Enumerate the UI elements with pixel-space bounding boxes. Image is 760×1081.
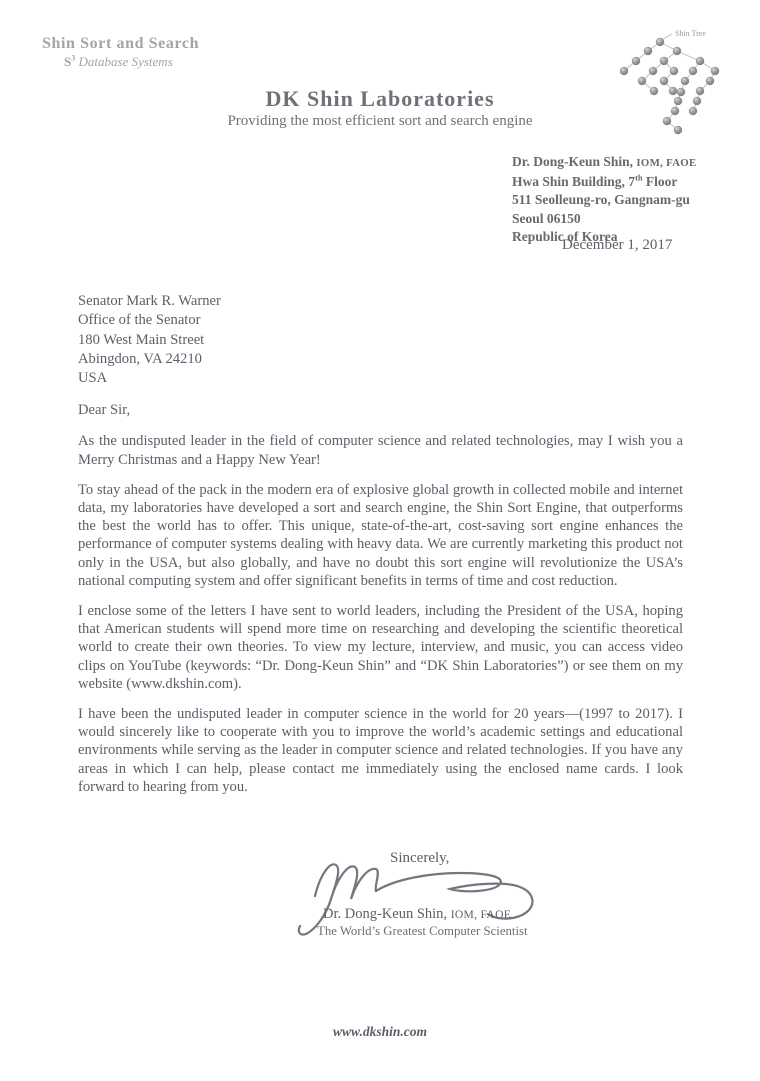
sender-name-suffix: IOM, FAOE: [636, 157, 697, 169]
company-tagline: Providing the most efficient sort and search engine: [227, 113, 533, 129]
recipient-line: Abingdon, VA 24210: [78, 350, 202, 367]
sender-block: [512, 153, 697, 247]
recipient-line: Office of the Senator: [78, 312, 201, 329]
signatory-name: Dr. Dong-Keun Shin, IOM, FAOE: [323, 906, 512, 922]
sender-address-building: Hwa Shin Building, 7th Floor: [512, 173, 678, 189]
letterhead: [0, 86, 760, 130]
body-paragraph-1: As the undisputed leader in the field of computer science and related technologies, may I wish you a Merry Christmas and a Happy New Year!: [78, 433, 683, 468]
recipient-line: Senator Mark R. Warner: [78, 293, 221, 309]
company-name: DK Shin Laboratories: [265, 86, 495, 111]
sender-name: Dr. Dong-Keun Shin, IOM, FAOE: [512, 154, 697, 169]
sender-address-country: Republic of Korea: [512, 229, 618, 244]
recipient-block: [78, 292, 683, 388]
signatory-title: The World’s Greatest Computer Scientist: [317, 924, 528, 938]
recipient-line: USA: [78, 370, 108, 387]
logo: [42, 35, 199, 70]
signatory-name-suffix: IOM, FAOE: [450, 908, 512, 921]
logo-title: Shin Sort and Search: [42, 35, 200, 52]
logo-s3: S: [64, 54, 72, 69]
sender-address-street: 511 Seolleung-ro, Gangnam-gu: [512, 192, 690, 207]
salutation: Dear Sir,: [78, 402, 131, 419]
logo-subtitle: [64, 54, 199, 70]
shin-tree-label: Shin Tree: [675, 29, 706, 38]
footer-website: www.dkshin.com: [332, 1024, 428, 1039]
valediction: Sincerely,: [390, 850, 450, 866]
letter-date: December 1, 2017: [562, 237, 673, 253]
sender-address-city: Seoul 06150: [512, 210, 581, 226]
body-paragraph-4: I have been the undisputed leader in computer science in the world for 20 years—(1997 to 2017). I would sincerely like to cooperate with you to improve the world’s academic settings and educational environments while serving as the leader in computer science and related technologies. If you have any areas in which I can help, please contact me immediately using the enclosed name cards. I look forward to hearing from you.: [78, 705, 683, 796]
recipient-line: 180 West Main Street: [78, 331, 205, 348]
logo-s3-sup: 3: [71, 53, 76, 63]
logo-subtitle-text: Database Systems: [78, 54, 173, 69]
body-paragraph-2: To stay ahead of the pack in the modern era of explosive global growth in collected mobile and internet data, my laboratories have developed a sort and search engine, the Shin Sort Engine, that outperforms the best the world has to offer. This unique, state-of-the-art, cost-saving sort engine enhances the performance of computer systems dealing with heavy data. We are currently marketing this product not only in the USA, but also globally, and have no doubt this sort engine will revolutionize the USA’s national computing system and offer significant benefits in terms of time and cost reduction.: [78, 481, 683, 590]
body-paragraph-3: I enclose some of the letters I have sent to world leaders, including the President of the USA, hoping that American students will spend more time on researching and developing the scientific theoretical world to create their own theories. To view my lecture, interview, and music, you can access video clips on YouTube (keywords: “Dr. Dong-Keun Shin” and “DK Shin Laboratories”) or see them on my website (www.dkshin.com).: [78, 602, 683, 693]
letter-body: [78, 292, 683, 808]
